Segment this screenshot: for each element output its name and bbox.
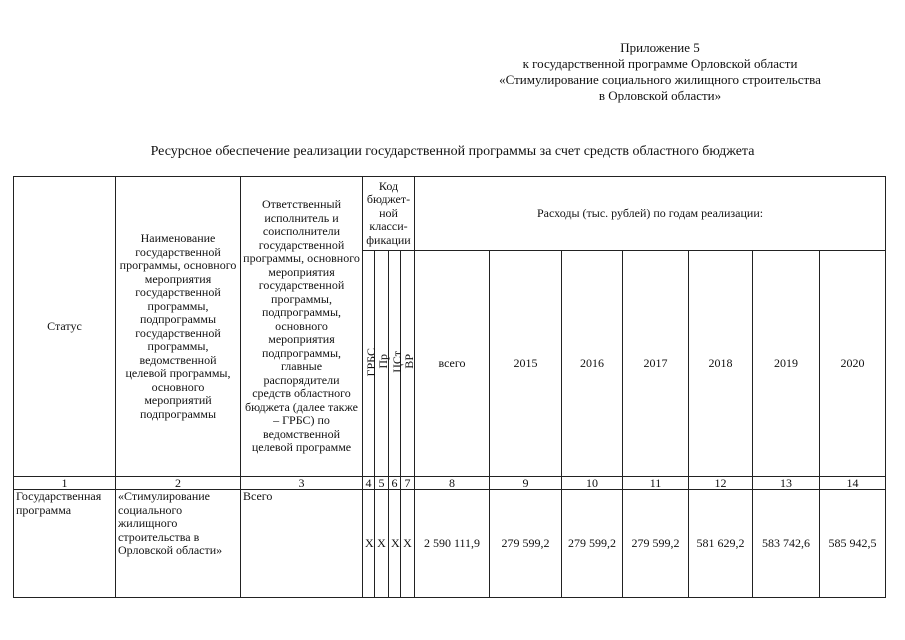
header-year-2019: 2019 bbox=[753, 251, 820, 477]
header-year-2016: 2016 bbox=[562, 251, 623, 477]
column-number-row bbox=[14, 477, 886, 490]
row-code-vr: Х bbox=[401, 490, 415, 598]
row-program-name: «Стимулирование социального жилищного строительства в Орловской области» bbox=[116, 490, 241, 598]
row-total: 2 590 111,9 bbox=[415, 490, 490, 598]
header-total: всего bbox=[415, 251, 490, 477]
row-code-tsst: Х bbox=[389, 490, 401, 598]
column-number: 2 bbox=[116, 477, 241, 490]
row-value-2017: 279 599,2 bbox=[623, 490, 689, 598]
column-number: 14 bbox=[820, 477, 886, 490]
header-year-2020: 2020 bbox=[820, 251, 886, 477]
appendix-line-3: «Стимулирование социального жилищного строительства bbox=[499, 72, 821, 87]
row-code-pr: Х bbox=[375, 490, 389, 598]
column-number: 9 bbox=[490, 477, 562, 490]
row-code-grbs: Х bbox=[363, 490, 375, 598]
header-name: Наименование государственной программы, основного мероприятия государственной программы, подпрограммы государственной программы, ведомственной целевой программы, основного мероприятий подпрограммы bbox=[116, 177, 241, 477]
header-row-1 bbox=[14, 177, 886, 251]
header-year-2017: 2017 bbox=[623, 251, 689, 477]
header-code-vr: ВР bbox=[401, 251, 415, 477]
appendix-line-1: Приложение 5 bbox=[620, 40, 700, 55]
header-status: Статус bbox=[14, 177, 116, 477]
column-number: 5 bbox=[375, 477, 389, 490]
row-responsible: Всего bbox=[241, 490, 363, 598]
column-number: 8 bbox=[415, 477, 490, 490]
column-number: 6 bbox=[389, 477, 401, 490]
header-year-2015: 2015 bbox=[490, 251, 562, 477]
column-number: 4 bbox=[363, 477, 375, 490]
table-row bbox=[14, 490, 886, 598]
header-year-2018: 2018 bbox=[689, 251, 753, 477]
column-number: 3 bbox=[241, 477, 363, 490]
header-code-grbs: ГРБС bbox=[363, 251, 375, 477]
column-number: 1 bbox=[14, 477, 116, 490]
row-value-2016: 279 599,2 bbox=[562, 490, 623, 598]
column-number: 11 bbox=[623, 477, 689, 490]
header-code-tsst: ЦСт bbox=[389, 251, 401, 477]
column-number: 7 bbox=[401, 477, 415, 490]
resource-table bbox=[13, 176, 886, 598]
row-value-2020: 585 942,5 bbox=[820, 490, 886, 598]
document-title: Ресурсное обеспечение реализации государственной программы за счет средств областного бюджета bbox=[150, 144, 755, 159]
row-value-2015: 279 599,2 bbox=[490, 490, 562, 598]
header-expenses: Расходы (тыс. рублей) по годам реализации: bbox=[415, 177, 886, 251]
column-number: 12 bbox=[689, 477, 753, 490]
column-number: 10 bbox=[562, 477, 623, 490]
header-code-pr: Пр bbox=[375, 251, 389, 477]
appendix-header bbox=[440, 40, 880, 104]
appendix-line-4: в Орловской области» bbox=[598, 88, 722, 103]
header-budget-code: Код бюджет-ной класси-фикации bbox=[363, 177, 415, 251]
row-value-2019: 583 742,6 bbox=[753, 490, 820, 598]
row-value-2018: 581 629,2 bbox=[689, 490, 753, 598]
column-number: 13 bbox=[753, 477, 820, 490]
header-responsible: Ответственный исполнитель и соисполнители государственной программы, основного мероприятия государственной программы, подпрограммы, основного мероприятия подпрограммы, главные распорядители средств областного бюджета (далее также – ГРБС) по ведомственной целевой программе bbox=[241, 177, 363, 477]
row-status: Государственная программа bbox=[14, 490, 116, 598]
appendix-line-2: к государственной программе Орловской области bbox=[522, 56, 798, 71]
